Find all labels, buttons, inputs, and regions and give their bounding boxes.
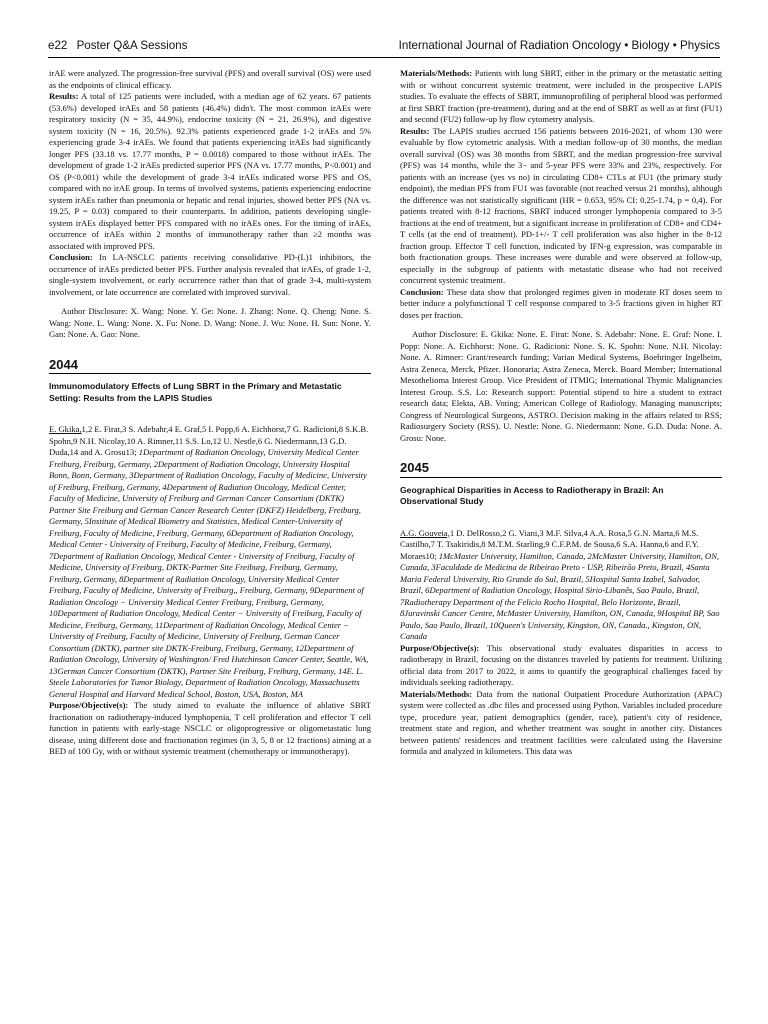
disclosure-prefix: Author Disclosure: — [61, 306, 128, 316]
conclusion-paragraph — [49, 252, 371, 298]
purpose-paragraph — [49, 700, 371, 758]
abstract-number: 2045 — [400, 462, 722, 478]
purpose-label: Purpose/Objective(s): — [49, 700, 129, 710]
results-text: A total of 125 patients were included, with a median age of 62 years. 67 patients (53.6%) developed irAEs and 58 patients (46.4%) didn't. The most common irAEs were respiratory toxicity (N = 35, 44.9%), endocrine toxicity (N = 21, 26.9%), and digestive system toxicity (N = 16, 20.5%). 92.3% patients experienced grade 1-2 irAEs and 5% experiencing grade 3-4 irAEs. We found that patients experiencing irAEs had significantly longer PFS (33.18 vs. 17.77 months, P = 0.0018) compared to those without irAEs. The development of grade 1-2 irAEs predicted superior PFS (NA vs. 17.77 months, P<0.001) and OS (P<0.001) while the development of grade 3-4 irAEs indicated worse PFS and OS, compared with no irAE group. In terms of involved systems, patients experiencing endocrine system irAEs rather than pneumonia or hepatic and renal injuries, showed better PFS (NA vs. 19.25, P = 0.03) compared to their counterparts. In addition, patients developing single-system irAEs displayed better PFS compared with no irAEs ones. For the timing of irAEs, occurrence of irAEs within 2 months of immunotherapy rather than ≥2 months was associated with improved PFS. — [49, 91, 371, 251]
conclusion-label: Conclusion: — [400, 286, 444, 297]
methods-text: Data from the national Outpatient Procedure Authorization (APAC) system were collected as .dbc files and processed using Python. Variables included procedure type, procedure year, patient demographics (gender, race), patient's city of residence, treatment state and region, and whether treatment was sought in another city. Distances between patients' residences and treatment facilities were calculated using the Haversine formula and analyzed in kilometers. This data was — [400, 688, 723, 756]
disclosure-text: X. Wang: None. Y. Ge: None. J. Zhang: None. Q. Cheng: None. S. Wang: None. L. Wang: None. X. Fu: None. D. Wang: None. J. Wu: None. H. Sun: None. Y. Gan: None. A. Gao: None. — [49, 306, 372, 339]
affiliations: 1Department of Radiation Oncology, University Medical Center Freiburg, Freiburg, Germany, 2Department of Radiation Oncology, University Hospital Bonn, Bonn, Germany, 3Department of Radiation Oncology, Faculty of Medicine, University of Freiburg, Freiburg, Germany, 4Department of Radiation Oncology, Medical Center, Faculty of Medicine, University of Freiburg and German Cancer Consortium (DKTK) Partner Site Freiburg and German Cancer Research Center (DKFZ) Heidelberg, Freiburg, Germany, 5Institute of Medical Biometry and Statistics, Medical Center-University of Freiburg, Faculty of Medicine, Freiburg, Germany, 6Department of Radiation Oncology, Medical Center - University of Freiburg, Faculty of Medicine, Freiburg, Germany, 7Department of Radiation Oncology, Medical Center - University of Freiburg, Faculty of Medicine, University of Freiburg, DKTK-Partner Site Freiburg, Freiburg, Germany, Freiburg, Germany, 8Department of Radiation Oncology, University Medical Center Freiburg, Faculty of Medicine, University of Freiburg,, Freiburg, Germany, 9Department of Radiation Oncology − University Medical Center Freiburg, Freiburg, Germany, 10Department of Radiation Oncology, Medical Center − University of Freiburg, Faculty of Medicine, Freiburg, Germany, 11Department of Radiation Oncology, Medical Center − University of Freiburg, Faculty of Medicine, University of Freiburg, German Cancer Consortium (DKTK), partner site DKTK-Freiburg, Freiburg, Germany, 12Department of Radiation Oncology, University of Washington/ Fred Hutchinson Cancer Center, Seattle, WA, 13German Cancer Consortium (DKTK), Partner Site Freiburg, Freiburg, Germany, 14E. L. Steele Laboratories for Tumor Biology, Department of Radiation Oncology, Massachusetts General Hospital and Harvard Medical School, Boston, USA, Boston, MA — [49, 447, 369, 699]
conclusion-label: Conclusion: — [49, 252, 93, 262]
methods-label: Materials/Methods: — [400, 688, 473, 699]
methods-label: Materials/Methods: — [400, 68, 473, 78]
author-disclosure — [400, 329, 722, 444]
abstract-number: 2044 — [49, 359, 371, 375]
results-label: Results: — [400, 125, 430, 136]
conclusion-text: In LA-NSCLC patients receiving consolidative PD-(L)1 inhibitors, the occurrence of irAEs predicted better PFS. Further analysis revealed that irAEs, of grade 1-2, single-system involvement, or early occurrence rather than that of grade 3-4, multi-system involvement, or late occurrence are correlated with improved survival. — [49, 252, 371, 297]
results-label: Results: — [49, 91, 79, 101]
intro-paragraph: irAE were analyzed. The progression-free survival (PFS) and overall survival (OS) were used as the endpoints of clinical efficacy. — [49, 68, 371, 90]
results-paragraph — [49, 91, 371, 252]
co-authors: 1 D. DelRosso,2 G. Viani,3 M.F. Silva,4 A.A. Rosa,5 G.N. Marta,6 M.S. Castilho,7 T. Tsakiridis,8 M.T.M. Starling,9 C.F.P.M. de Sousa,6 S.A. Hanna,6 and F.Y. Moraes10; — [400, 527, 699, 561]
methods-text: Patients with lung SBRT, either in the primary or the metastatic setting with or without concurrent systemic treatment, were included in the prospective LAPIS studies. To evaluate the effects of SBRT, immunoprofiling of peripheral blood was performed at first SBRT fraction (pre-treatment), during and at the end of SBRT as well as at first (FU1) and second (FU2) follow-up by flow cytometry analysis. — [400, 68, 723, 124]
presenting-author: A.G. Gouveia, — [400, 527, 450, 538]
purpose-label: Purpose/Objective(s): — [400, 642, 480, 653]
conclusion-text: These data show that prolonged regimes given in moderate RT doses seem to better induce a polyfunctional T cell response compared to 3-5 fractions given in higher RT doses per fraction. — [400, 286, 722, 320]
journal-name: International Journal of Radiation Oncology • Biology • Physics — [398, 39, 720, 52]
page-code: e22 — [48, 39, 68, 52]
methods-paragraph — [400, 68, 722, 126]
conclusion-paragraph — [400, 287, 722, 322]
purpose-text: This observational study evaluates disparities in access to radiotherapy in Brazil, focusing on the distances traveled by patients for treatment. Utilizing official data from 2017 to 2022, it aims to quantify the geographical challenges faced by individuals seeking radiotherapy. — [400, 642, 722, 687]
disclosure-prefix: Author Disclosure: — [412, 329, 478, 339]
right-column — [400, 68, 722, 758]
author-list — [400, 528, 722, 643]
affiliations: 1McMaster University, Hamilton, Canada, 2McMaster University, Hamilton, ON, Canada, 3Faculdade de Medicina de Ribeirao Preto - USP, Ribeirão Preto, Brazil, 4Santa Maria Federal University, Rio Grande do Sul, Brazil, 5Hospital Santa Izabel, Salvador, Brazil, 6Department of Radiation Oncology, Hospital Sirio-Libanês, Sao Paulo, Brazil, 7Radiotherapy Department of the Felicio Rocho Hospital, Belo Horizonte, Brazil, 8Juravinski Cancer Centre, McMaster University, Hamilton, ON, Canada, 9Hospital BP, Sao Paulo, Sao Paulo, Brazil, 10Queen's University, Kingston, ON, Canada., Kingston, ON, Canada — [400, 550, 720, 641]
left-column — [49, 68, 371, 758]
results-paragraph — [400, 126, 722, 287]
purpose-text: The study aimed to evaluate the influence of ablative SBRT fractionation on radiotherapy-induced lymphopenia, T cell proliferation and effector T cell function in patients with early-stage NSCLC or oligoprogressive or oligometastatic lung disease, using different dose and fractionation regimes (in 3, 5, 8 or 12 fractions) aiming at a BED of 100 Gy, with or without systemic treatment (chemotherapy or immunotherapy). — [49, 700, 371, 756]
methods-paragraph — [400, 689, 722, 758]
section-name: Poster Q&A Sessions — [76, 39, 188, 52]
co-authors: 1,2 E. Firat,3 S. Adebahr,4 E. Graf,5 I. Popp,6 A. Eichhorst,7 G. Radicioni,8 S.K.B. Spohn,9 N.H. Nicolay,10 A. Rimner,11 S.S. Lo,12 U. Nestle,6 G. Niedermann,13 G.D. Duda,14 and A. Grosu13; — [49, 424, 369, 457]
results-text: The LAPIS studies accrued 156 patients between 2016-2021, of whom 130 were evaluable by flow cytometric analysis. With a median follow-up of 30 months, the median overall survival (OS) was 38 months from SBRT, and the median progression-free survival (PFS) was 14 months, while the 3− and 5-year PFS were 33% and 23%, respectively. For patients with an increase (yes vs no) in circulating CD8+ CTLs at FU1 (the primary study endpoint), the median PFS from FU1 was favorable (not reached versus 21 months), although the difference was not statistically significant (HR = 0.653, 95% CI: 0.25-1.74, p = 0,4). For patients treated with 8-12 fractions, SBRT induced stronger lymphopenia compared to 3-5 fractions at the end of treatment, but a significant increase in proliferation of CD8+ and CD4+ T cells (at the end of treatment). PD-1+/- T cell proliferation was also higher in the 8-12 fraction group. Effector T cell function, indicated by IFN-g expression, was comparable in both fractionation groups. These increases were durable and were observed at follow-up, especially in the subgroup of patients with metastatic disease who had not received concurrent systemic treatment. — [400, 125, 723, 285]
author-disclosure — [49, 306, 371, 341]
abstract-title: Geographical Disparities in Access to Radiotherapy in Brazil: An Observational Study — [400, 484, 664, 506]
author-list — [49, 424, 371, 700]
purpose-paragraph — [400, 643, 722, 689]
running-header — [48, 39, 720, 58]
abstract-title: Immunomodulatory Effects of Lung SBRT in the Primary and Metastatic Setting: Results from the LAPIS Studies — [49, 381, 342, 403]
presenting-author: E. Gkika, — [49, 424, 82, 434]
disclosure-text: E. Gkika: None. E. Firat: None. S. Adebahr: None. E. Graf: None. I. Popp: None. A. Eichhorst: None. G. Radicioni: None. S. K. Spohn: None. N.H. Nicolay: None. A. Rimner: Grant/research funding; Varian Medical Systems, Boehringer Ingelheim, Astra Zeneca, Merck, Pfizer. Honoraria; Astra Zeneca, Merck. Board Member; International Mesothelioma Interest Group. Vice President of ITMIG; International Thymic Malignancies Interest Group. S.S. Lo: Research support: Potential stipend to hire a student to extract research data; Elekta, AB. Voting; American College of Radiology. Managing manuscripts; Congress of Neurological Surgeons, ASTRO. Decision making in the affairs related to RSS; Radiosurgery Society (RSS). U. Nestle: None. G. Niedermann: None. G.D. Duda: None. A. Grosu: None. — [400, 329, 723, 443]
header-left — [48, 39, 193, 52]
